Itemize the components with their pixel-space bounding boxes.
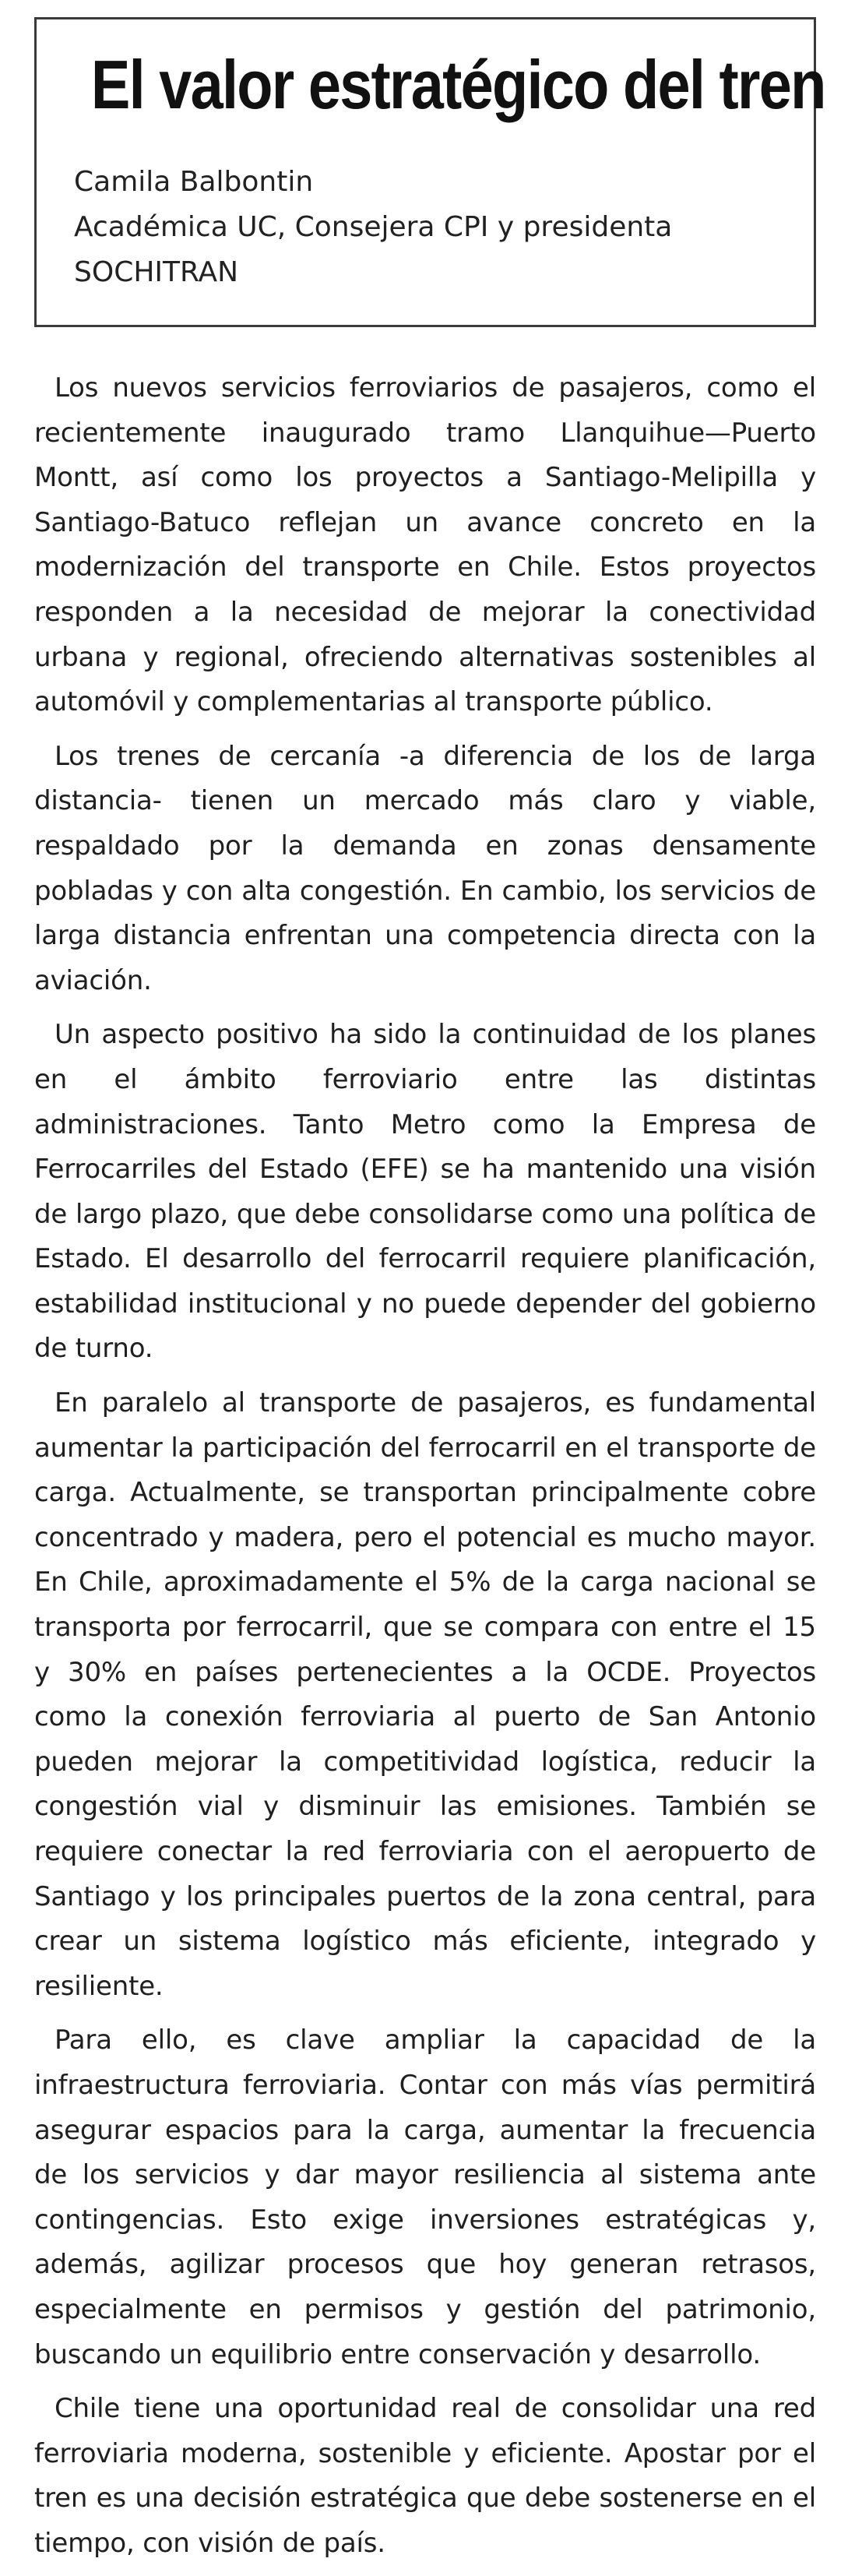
article-paragraph: Los trenes de cercanía -a diferencia de los de larga distancia- tienen un mercado más claro y viable, respaldado por la demanda en zonas densamente pobladas y con alta congestión. En cambio, los servicios de larga distancia enfrentan una competencia directa con la aviación.	[34, 740, 816, 996]
article-paragraph: En paralelo al transporte de pasajeros, es fundamental aumentar la participación del ferrocarril en el transporte de carga. Actualmente, se transportan principalmente cobre concentrado y madera, pero el potencial es mucho mayor. En Chile, aproximadamente el 5% de la carga nacional se transporta por ferrocarril, que se compara con entre el 15 y 30% en países pertenecientes a la OCDE. Proyectos como la conexión ferroviaria al puerto de San Antonio pueden mejorar la competitividad logística, reducir la congestión vial y disminuir las emisiones. También se requiere conectar la red ferroviaria con el aeropuerto de Santiago y los principales puertos de la zona central, para crear un sistema logístico más eficiente, integrado y resiliente.	[34, 1387, 816, 2002]
author-organization: SOCHITRAN	[74, 256, 239, 288]
article-header-box	[34, 17, 825, 327]
author-name: Camila Balbontin	[74, 166, 314, 198]
article-paragraph: Chile tiene una oportunidad real de consolidar una red ferroviaria moderna, sostenible y eficiente. Apostar por el tren es una decisión estratégica que debe sostenerse en el tiempo, con visión de país.	[34, 2393, 816, 2559]
article-paragraph: Un aspecto positivo ha sido la continuidad de los planes en el ámbito ferroviario entre las distintas administraciones. Tanto Metro como la Empresa de Ferrocarriles del Estado (EFE) se ha mantenido una visión de largo plazo, que debe consolidarse como una política de Estado. El desarrollo del ferrocarril requiere planificación, estabilidad institucional y no puede depender del gobierno de turno.	[34, 1019, 816, 1365]
article-title: El valor estratégico del tren	[90, 46, 825, 123]
article-body	[34, 366, 816, 2576]
article-paragraph: Para ello, es clave ampliar la capacidad de la infraestructura ferroviaria. Contar con más vías permitirá asegurar espacios para la carga, aumentar la frecuencia de los servicios y dar mayor resiliencia al sistema ante contingencias. Esto exige inversiones estratégicas y, además, agilizar procesos que hoy generan retrasos, especialmente en permisos y gestión del patrimonio, buscando un equilibrio entre conservación y desarrollo.	[34, 2025, 816, 2370]
author-affiliation: Académica UC, Consejera CPI y presidenta	[74, 211, 673, 243]
author-byline	[74, 160, 672, 295]
article-paragraph: Los nuevos servicios ferroviarios de pasajeros, como el recientemente inaugurado tramo Llanquihue—Puerto Montt, así como los proyectos a Santiago-Melipilla y Santiago-Batuco reflejan un avance concreto en la modernización del transporte en Chile. Estos proyectos responden a la necesidad de mejorar la conectividad urbana y regional, ofreciendo alternativas sostenibles al automóvil y complementarias al transporte público.	[34, 372, 816, 718]
